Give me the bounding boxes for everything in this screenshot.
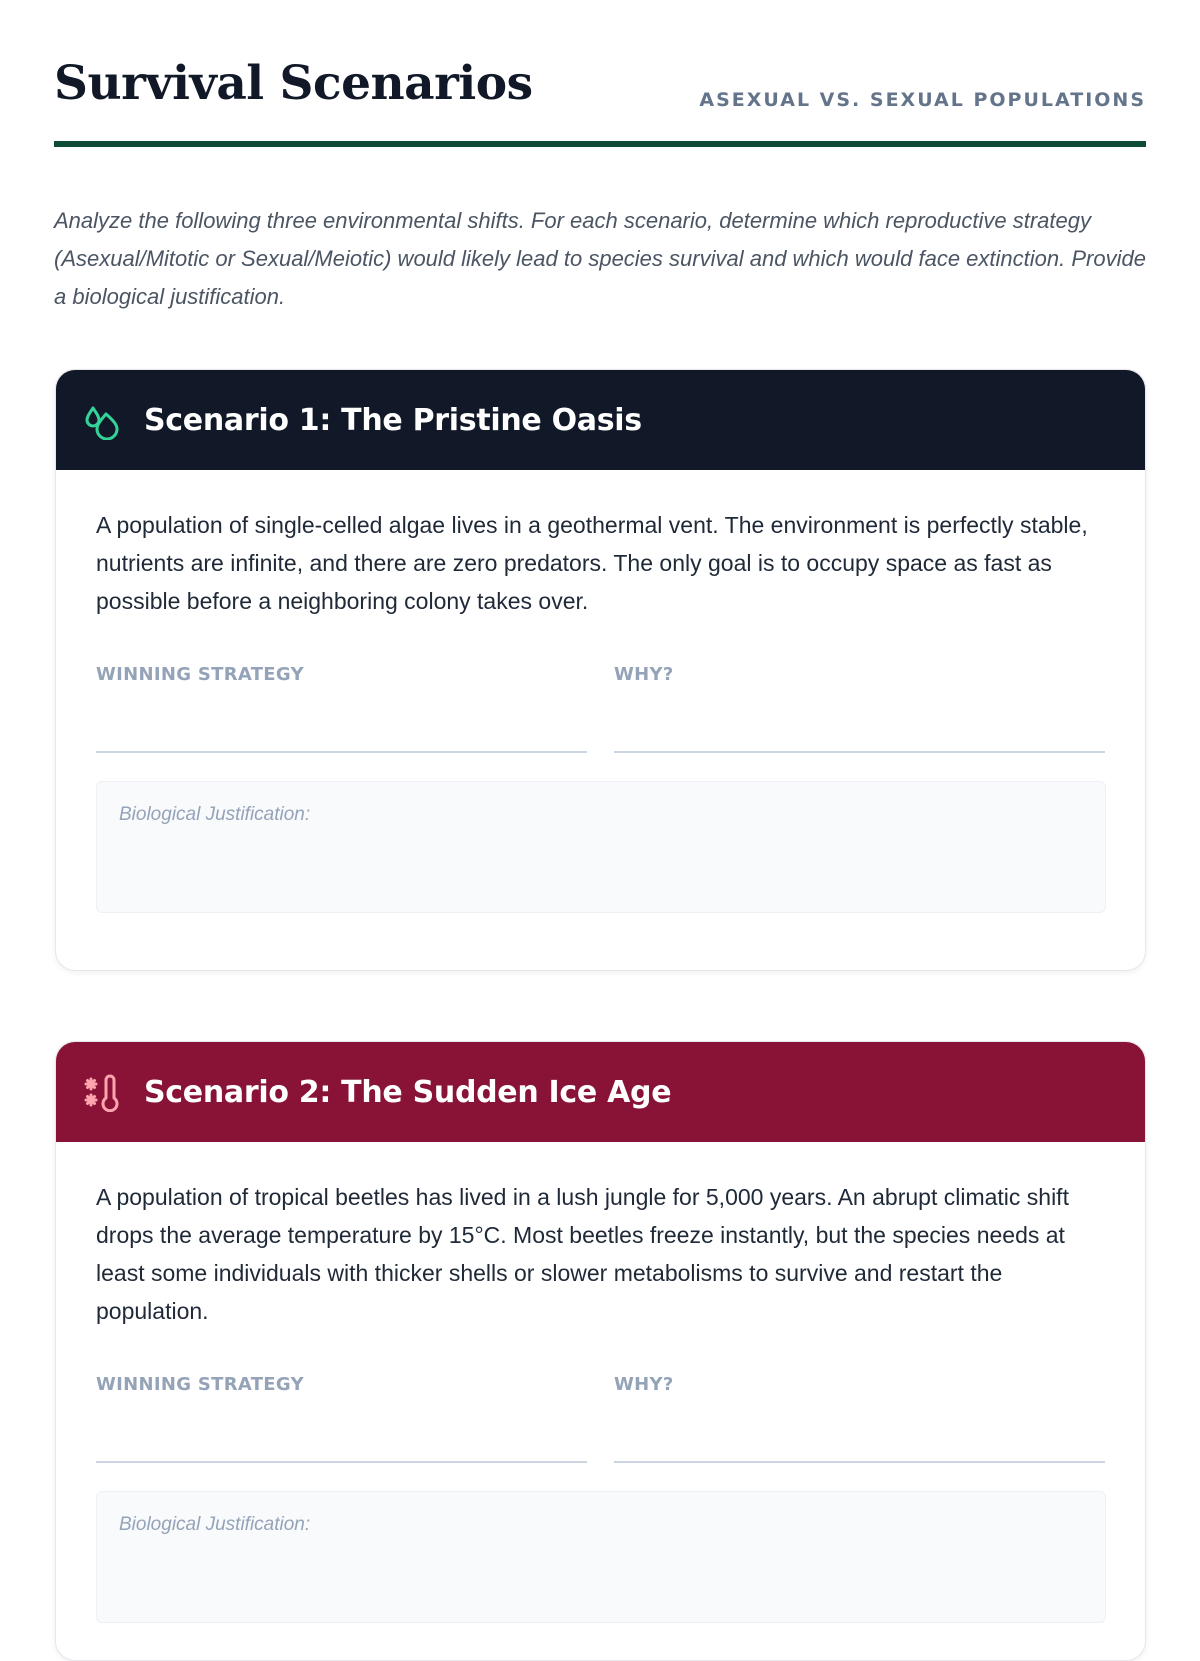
why-label: WHY? [614, 664, 674, 685]
winning-strategy-label: WINNING STRATEGY [96, 1374, 304, 1395]
justification-placeholder: Biological Justification: [119, 804, 311, 825]
justification-box[interactable] [96, 1491, 1106, 1623]
why-answer-line[interactable] [614, 1395, 1105, 1463]
scenario-description: A population of tropical beetles has lived in a lush jungle for 5,000 years. An abrupt climatic shift drops the average temperature by 15°C. Most beetles freeze instantly, but the species needs at least some individuals with thicker shells or slower metabolisms to survive and restart the population. [96, 1184, 1069, 1324]
winning-strategy-answer-line[interactable] [96, 685, 587, 753]
scenario-card-1 [55, 369, 1146, 971]
why-field[interactable] [614, 1374, 1105, 1463]
why-field[interactable] [614, 664, 1105, 753]
scenario-header [56, 370, 1145, 470]
scenario-title: Scenario 2: The Sudden Ice Age [144, 1074, 672, 1110]
page-title: Survival Scenarios [54, 56, 533, 111]
scenario-card-2 [55, 1041, 1146, 1661]
justification-box[interactable] [96, 781, 1106, 913]
intro-instructions: Analyze the following three environmental shifts. For each scenario, determine which reproductive strategy (Asexual/Mitotic or Sexual/Meiotic) would likely lead to species survival and which would face extinction. Provide a biological justification. [54, 208, 1146, 309]
droplets-icon [84, 400, 120, 440]
page-header [54, 0, 1146, 147]
winning-strategy-field[interactable] [96, 664, 587, 753]
thermometer-snowflake-icon [84, 1072, 120, 1112]
why-answer-line[interactable] [614, 685, 1105, 753]
why-label: WHY? [614, 1374, 674, 1395]
scenario-title: Scenario 1: The Pristine Oasis [144, 402, 642, 438]
winning-strategy-answer-line[interactable] [96, 1395, 587, 1463]
page-subtitle: ASEXUAL VS. SEXUAL POPULATIONS [699, 89, 1146, 111]
scenario-description: A population of single-celled algae lives in a geothermal vent. The environment is perfectly stable, nutrients are infinite, and there are zero predators. The only goal is to occupy space as fast as possible before a neighboring colony takes over. [96, 512, 1088, 614]
scenario-header [56, 1042, 1145, 1142]
justification-placeholder: Biological Justification: [119, 1514, 311, 1535]
winning-strategy-label: WINNING STRATEGY [96, 664, 304, 685]
winning-strategy-field[interactable] [96, 1374, 587, 1463]
